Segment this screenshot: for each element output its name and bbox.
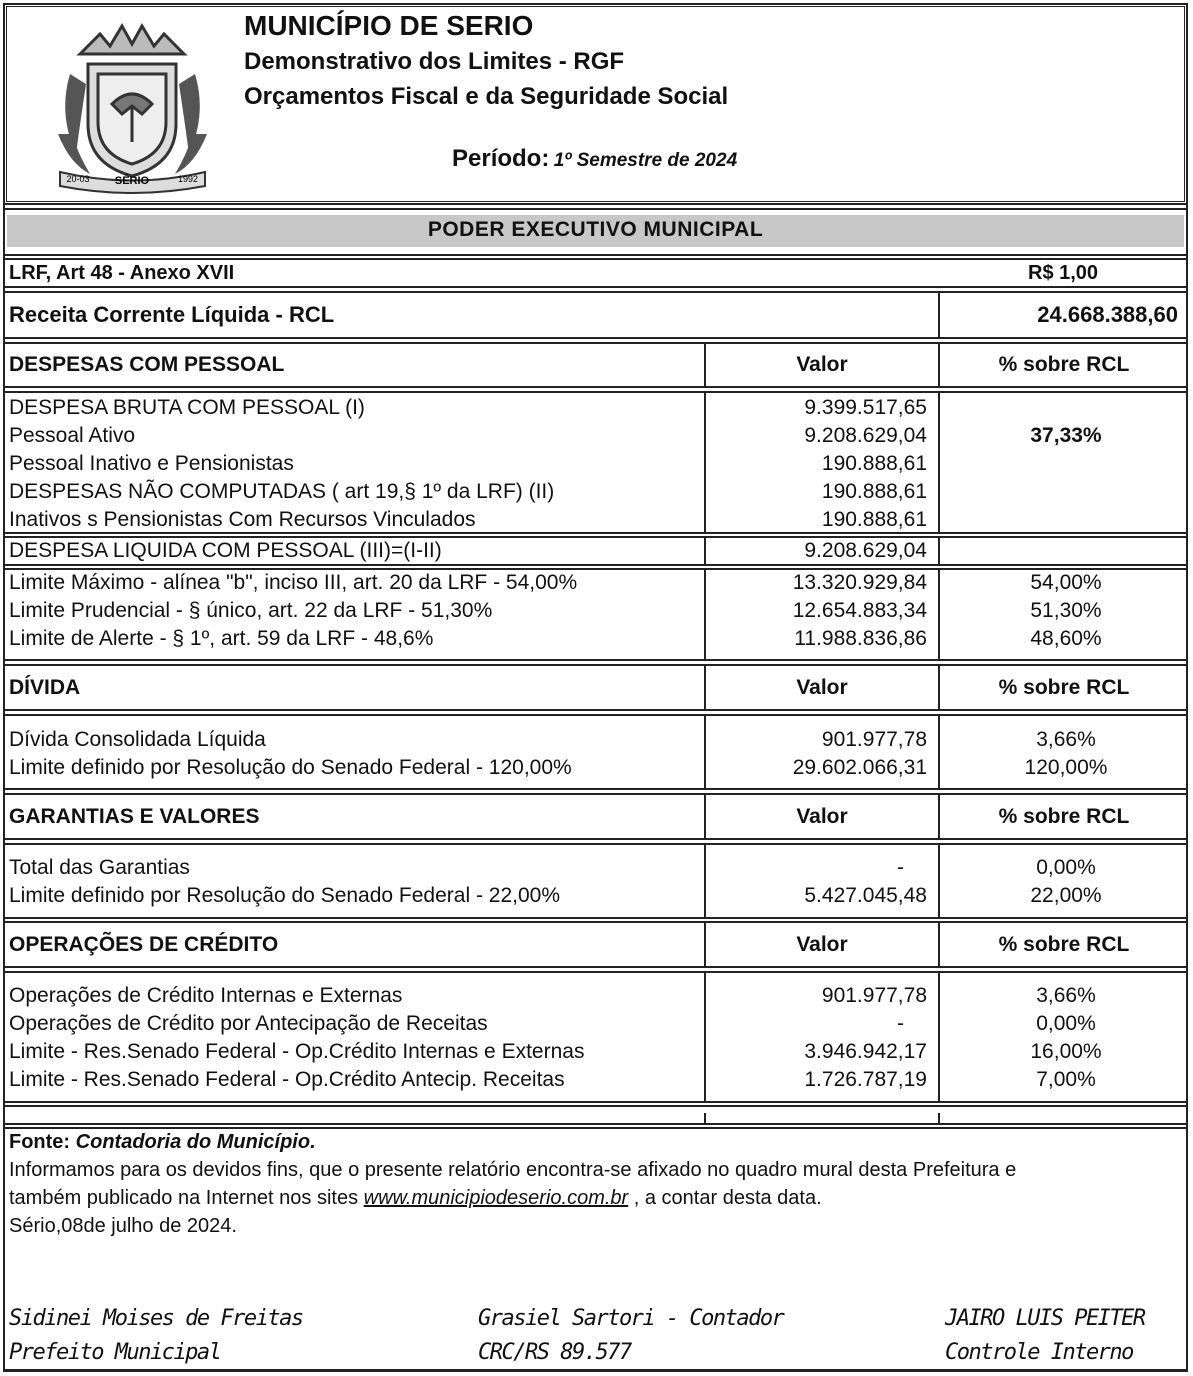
divida-row-pct: 3,66% [1036, 728, 1096, 751]
footer-line-2 [9, 1187, 822, 1210]
pessoal-row-valor: 9.208.629,04 [804, 424, 927, 447]
pessoal-row-label: DESPESA BRUTA COM PESSOAL (I) [9, 396, 365, 419]
divida-heading: DÍVIDA [9, 676, 81, 699]
crest-right-text: 1992 [177, 174, 199, 184]
garantias-row-label: Limite definido por Resolução do Senado Federal - 22,00% [9, 884, 561, 907]
footer-date: Sério,08de julho de 2024. [9, 1215, 237, 1237]
pessoal-row-valor: 190.888,61 [821, 452, 927, 475]
fonte-value: Contadoria do Município. [75, 1131, 316, 1153]
divida-row-pct: 120,00% [1024, 756, 1108, 779]
operacoes-row-label: Limite - Res.Senado Federal - Op.Crédito Antecip. Receitas [9, 1068, 565, 1091]
spacer-div1 [704, 1113, 706, 1123]
operacoes-row-pct: 7,00% [1036, 1068, 1096, 1091]
signature-role: Controle Interno [945, 1340, 1133, 1365]
divida-row-label: Limite definido por Resolução do Senado Federal - 120,00% [9, 756, 572, 779]
period-value: 1º Semestre de 2024 [553, 150, 738, 171]
garantias-heading: GARANTIAS E VALORES [9, 805, 260, 828]
garantias-row-pct: 22,00% [1030, 884, 1102, 907]
liquida-label: DESPESA LIQUIDA COM PESSOAL (III)=(I-II) [9, 539, 442, 562]
limite-row-pct: 48,60% [1030, 627, 1102, 650]
garantias-row-label: Total das Garantias [9, 856, 190, 879]
spacer-row [3, 1105, 1188, 1125]
divida-row-valor: 901.977,78 [821, 728, 927, 751]
operacoes-col-valor: Valor [796, 933, 848, 956]
signature-role: Prefeito Municipal [9, 1340, 221, 1365]
limite-row-label: Limite Máximo - alínea "b", inciso III, art. 20 da LRF - 54,00% [9, 571, 578, 594]
pessoal-rows-div2 [938, 393, 940, 532]
divida-col-pct: % sobre RCL [998, 676, 1130, 699]
pessoal-ativo-pct: 37,33% [1030, 424, 1102, 447]
footer-line-2-pre: também publicado na Internet nos sites [9, 1187, 364, 1209]
lrf-label: LRF, Art 48 - Anexo XVII [9, 262, 235, 284]
municipal-crest-icon [50, 14, 215, 194]
period-label: Período: [452, 145, 550, 172]
currency-label: R$ 1,00 [1028, 262, 1099, 284]
garantias-row-valor: 5.427.045,48 [804, 884, 927, 907]
report-subtitle-1: Demonstrativo dos Limites - RGF [244, 48, 625, 75]
operacoes-row-valor: 3.946.942,17 [804, 1040, 927, 1063]
signature-name: JAIRO LUIS PEITER [945, 1306, 1145, 1331]
signature-name: Grasiel Sartori - Contador [478, 1306, 784, 1331]
garantias-row-pct: 0,00% [1036, 856, 1096, 879]
period-line [452, 145, 737, 173]
pessoal-col-pct: % sobre RCL [998, 353, 1130, 376]
pessoal-row-label: Pessoal Inativo e Pensionistas [9, 452, 294, 475]
garantias-row-valor: - [897, 856, 904, 879]
rcl-label: Receita Corrente Líquida - RCL [9, 302, 335, 327]
municipality-title: MUNICÍPIO DE SERIO [244, 10, 534, 41]
operacoes-col-pct: % sobre RCL [998, 933, 1130, 956]
pessoal-row-label: Inativos s Pensionistas Com Recursos Vinculados [9, 508, 476, 531]
spacer-div2 [938, 1113, 940, 1123]
crest-left-text: 20-03 [66, 174, 90, 184]
operacoes-row-label: Operações de Crédito por Antecipação de Receitas [9, 1012, 488, 1035]
limite-row-label: Limite Prudencial - § único, art. 22 da LRF - 51,30% [9, 599, 493, 622]
operacoes-row-valor: - [897, 1012, 904, 1035]
signature-name: Sidinei Moises de Freitas [9, 1306, 303, 1331]
footer-line-1: Informamos para os devidos fins, que o presente relatório encontra-se afixado no quadro mural desta Prefeitura e [9, 1159, 1017, 1181]
footer-line-2-post: , a contar desta data. [628, 1187, 822, 1209]
limite-row-pct: 51,30% [1030, 599, 1102, 622]
pessoal-row-label: Pessoal Ativo [9, 424, 136, 447]
operacoes-row-label: Operações de Crédito Internas e Externas [9, 984, 403, 1007]
limite-row-valor: 12.654.883,34 [792, 599, 927, 622]
limite-row-valor: 13.320.929,84 [792, 571, 927, 594]
pessoal-row-valor: 190.888,61 [821, 480, 927, 503]
operacoes-heading: OPERAÇÕES DE CRÉDITO [9, 933, 279, 956]
pessoal-heading: DESPESAS COM PESSOAL [9, 353, 285, 376]
rcl-value: 24.668.388,60 [1037, 302, 1178, 327]
crest-banner: SÉRIO [114, 175, 150, 187]
divida-row-label: Dívida Consolidada Líquida [9, 728, 266, 751]
divida-col-valor: Valor [796, 676, 848, 699]
operacoes-row-pct: 3,66% [1036, 984, 1096, 1007]
divida-row-valor: 29.602.066,31 [792, 756, 927, 779]
signature-role: CRC/RS 89.577 [478, 1340, 631, 1365]
liquida-valor: 9.208.629,04 [804, 539, 927, 562]
garantias-col-pct: % sobre RCL [998, 805, 1130, 828]
limite-row-pct: 54,00% [1030, 571, 1102, 594]
garantias-col-valor: Valor [796, 805, 848, 828]
pessoal-col-valor: Valor [796, 353, 848, 376]
operacoes-row-valor: 1.726.787,19 [804, 1068, 927, 1091]
operacoes-row-label: Limite - Res.Senado Federal - Op.Crédito Internas e Externas [9, 1040, 585, 1063]
liquida-div2 [938, 538, 940, 564]
pessoal-row-label: DESPESAS NÃO COMPUTADAS ( art 19,§ 1º da LRF) (II) [9, 480, 555, 503]
operacoes-row-pct: 0,00% [1036, 1012, 1096, 1035]
operacoes-row-valor: 901.977,78 [821, 984, 927, 1007]
pessoal-row-valor: 9.399.517,65 [804, 396, 927, 419]
fonte-label: Fonte: [9, 1131, 71, 1153]
limite-row-label: Limite de Alerte - § 1º, art. 59 da LRF - 48,6% [9, 627, 434, 650]
limite-row-valor: 11.988.836,86 [794, 627, 927, 650]
pessoal-row-valor: 190.888,61 [821, 508, 927, 531]
fonte-line [9, 1131, 316, 1154]
report-subtitle-2: Orçamentos Fiscal e da Seguridade Social [244, 83, 729, 110]
operacoes-row-pct: 16,00% [1030, 1040, 1102, 1063]
site-link[interactable]: www.municipiodeserio.com.br [363, 1187, 629, 1209]
section-title: PODER EXECUTIVO MUNICIPAL [427, 218, 764, 241]
